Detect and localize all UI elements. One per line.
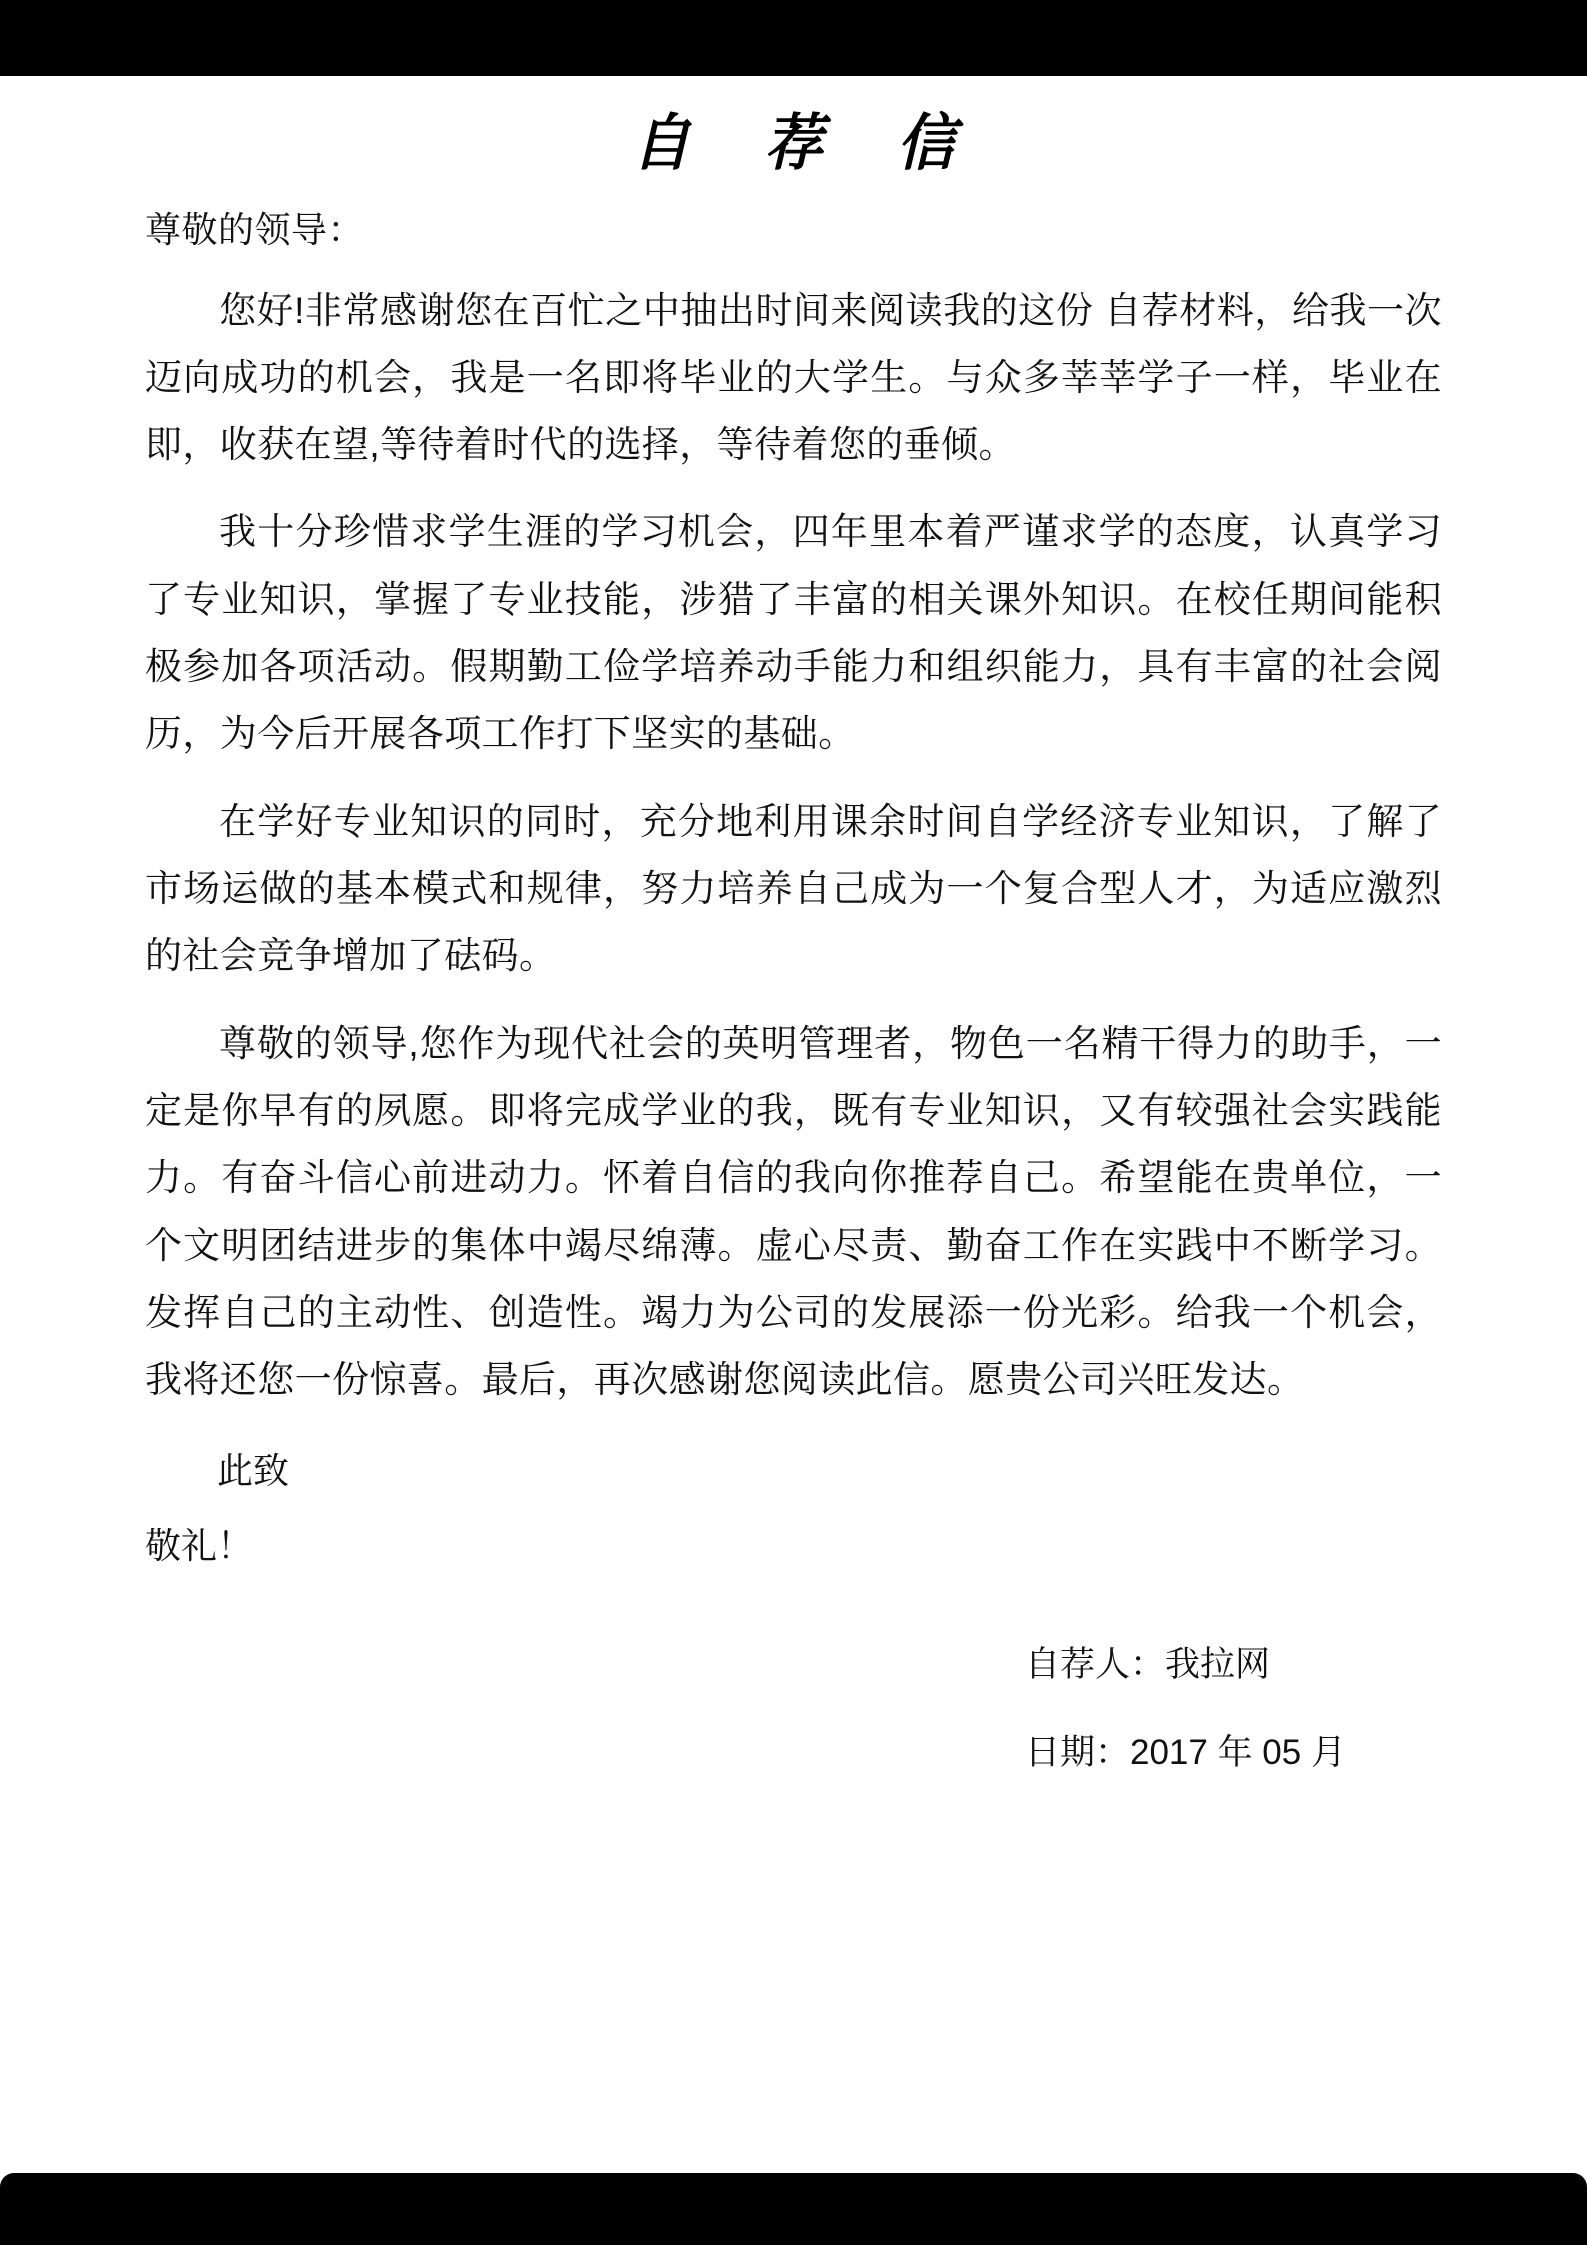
body-paragraph-2: 我十分珍惜求学生涯的学习机会，四年里本着严谨求学的态度，认真学习了专业知识，掌握了专业技能，涉猎了丰富的相关课外知识。在校任期间能积极参加各项活动。假期勤工俭学培养动手能力和组织能力，具有丰富的社会阅历，为今后开展各项工作打下坚实的基础。 bbox=[145, 511, 1442, 755]
body-paragraph-4: 尊敬的领导,您作为现代社会的英明管理者，物色一名精干得力的助手，一定是你早有的夙愿。即将完成学业的我，既有专业知识，又有较强社会实践能力。有奋斗信心前进动力。怀着自信的我向你推荐自己。希望能在贵单位，一个文明团结进步的集体中竭尽绵薄。虚心尽责、勤奋工作在实践中不断学习。发挥自己的主动性、创造性。竭力为公司的发展添一份光彩。给我一个机会，我将还您一份惊喜。最后，再次感谢您阅读此信。愿贵公司兴旺发达。 bbox=[145, 1022, 1442, 1401]
bottom-black-band bbox=[0, 2173, 1587, 2245]
page-title: 自 荐 信 bbox=[631, 108, 985, 178]
document-page bbox=[0, 76, 1587, 2173]
closing-cizhi: 此致 bbox=[217, 1449, 290, 1491]
body-paragraph-3: 在学好专业知识的同时，充分地利用课余时间自学经济专业知识，了解了市场运做的基本模式和规律，努力培养自己成为一个复合型人才，为适应激烈的社会竞争增加了砝码。 bbox=[145, 800, 1442, 977]
signature-block bbox=[145, 1638, 1442, 1781]
body-paragraph-1: 您好!非常感谢您在百忙之中抽出时间来阅读我的这份 自荐材料，给我一次迈向成功的机会，我是一名即将毕业的大学生。与众多莘莘学子一样，毕业在即，收获在望,等待着时代的选择，等待着您的垂倾。 bbox=[145, 289, 1442, 466]
closing-jingli: 敬礼！ bbox=[145, 1524, 254, 1566]
top-black-band bbox=[0, 0, 1587, 76]
signature-author: 自荐人：我拉网 bbox=[1025, 1645, 1271, 1685]
signature-date: 日期：2017 年 05 月 bbox=[1025, 1733, 1346, 1773]
salutation-line: 尊敬的领导： bbox=[145, 208, 365, 250]
